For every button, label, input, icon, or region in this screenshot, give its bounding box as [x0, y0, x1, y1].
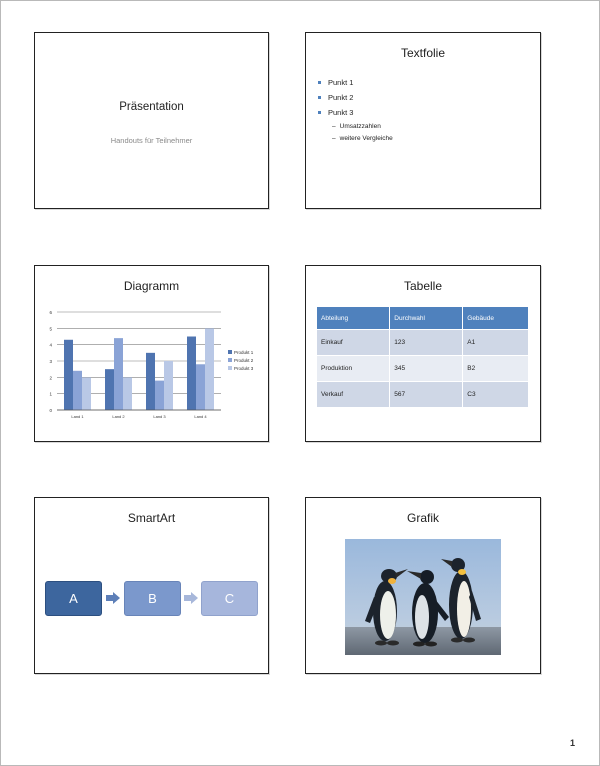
table-cell: 567 — [390, 382, 463, 408]
table-cell: C3 — [463, 382, 529, 408]
slide-4-thumbnail[interactable] — [305, 265, 541, 442]
table-row — [317, 382, 529, 408]
bullet-list — [318, 75, 393, 144]
page-number: 1 — [570, 738, 576, 748]
slide-6-thumbnail[interactable] — [305, 497, 541, 674]
data-table — [317, 307, 529, 407]
table-header-row — [317, 307, 529, 330]
smartart-box-a: A — [45, 581, 102, 616]
y-tick-label: 5 — [49, 326, 52, 332]
y-tick-label: 4 — [49, 342, 52, 348]
dash-icon: – — [332, 134, 336, 142]
slide-1-thumbnail[interactable] — [34, 32, 269, 209]
table-cell: 345 — [390, 356, 463, 382]
slide-2-thumbnail[interactable] — [305, 32, 541, 209]
bar-chart — [35, 302, 267, 427]
bullet-icon — [318, 81, 321, 84]
slide-title: Textfolie — [400, 46, 446, 60]
slide-title: Diagramm — [123, 279, 180, 293]
y-tick-label: 6 — [49, 310, 52, 315]
bar — [105, 369, 114, 410]
bar — [146, 353, 155, 410]
slide-title: Präsentation — [119, 101, 184, 113]
bar — [123, 377, 132, 410]
table-cell: Produktion — [317, 356, 390, 382]
table-row — [317, 330, 529, 356]
bullet-text: Punkt 3 — [328, 108, 354, 117]
slide-3-thumbnail[interactable] — [34, 265, 269, 442]
bar — [205, 328, 214, 410]
bullet-item — [318, 90, 393, 105]
table-cell: B2 — [463, 356, 529, 382]
dash-icon: – — [332, 122, 336, 130]
sub-bullet-item — [332, 120, 393, 132]
table-row — [317, 356, 529, 382]
bar — [155, 381, 164, 410]
sub-bullet-item — [332, 132, 393, 144]
table-cell: 123 — [390, 330, 463, 356]
x-tick-label: Land 4 — [194, 414, 207, 419]
bullet-text: Punkt 1 — [328, 78, 354, 87]
table-cell: A1 — [463, 330, 529, 356]
bar — [114, 338, 123, 410]
y-tick-label: 1 — [49, 391, 52, 397]
bar — [82, 377, 91, 410]
table-cell: Einkauf — [317, 330, 390, 356]
legend-swatch — [228, 366, 232, 370]
smartart-box-b: B — [124, 581, 181, 616]
slide-title: Grafik — [406, 511, 439, 525]
bar — [196, 364, 205, 410]
bar — [64, 340, 73, 410]
arrow-right-icon — [106, 592, 120, 604]
sub-bullet-text: weitere Vergleiche — [339, 134, 393, 142]
legend-swatch — [228, 358, 232, 362]
sub-bullet-text: Umsatzzahlen — [339, 122, 381, 130]
slide-subtitle: Handouts für Teilnehmer — [110, 136, 193, 145]
legend-label: Produkt 2 — [234, 358, 254, 363]
legend-swatch — [228, 350, 232, 354]
slide-title: Tabelle — [403, 279, 443, 293]
x-tick-label: Land 2 — [112, 414, 125, 419]
header-cell: Durchwahl — [390, 307, 463, 330]
x-tick-label: Land 3 — [153, 414, 166, 419]
slide-title: SmartArt — [127, 511, 176, 525]
bar — [73, 371, 82, 410]
bullet-icon — [318, 96, 321, 99]
smartart-box-c: C — [201, 581, 258, 616]
header-cell: Abteilung — [317, 307, 390, 330]
y-tick-label: 2 — [49, 375, 52, 381]
bullet-icon — [318, 111, 321, 114]
legend-label: Produkt 1 — [234, 350, 254, 355]
penguins-picture — [345, 539, 501, 655]
arrow-right-icon — [184, 592, 198, 604]
slide-5-thumbnail[interactable] — [34, 497, 269, 674]
bar — [164, 361, 173, 410]
x-tick-label: Land 1 — [71, 414, 84, 419]
y-tick-label: 3 — [49, 359, 52, 364]
legend-label: Produkt 3 — [234, 366, 254, 371]
header-cell: Gebäude — [463, 307, 529, 330]
bullet-item — [318, 105, 393, 120]
bullet-item — [318, 75, 393, 90]
bullet-text: Punkt 2 — [328, 93, 354, 102]
table-cell: Verkauf — [317, 382, 390, 408]
bar — [187, 337, 196, 411]
y-tick-label: 0 — [49, 408, 52, 413]
